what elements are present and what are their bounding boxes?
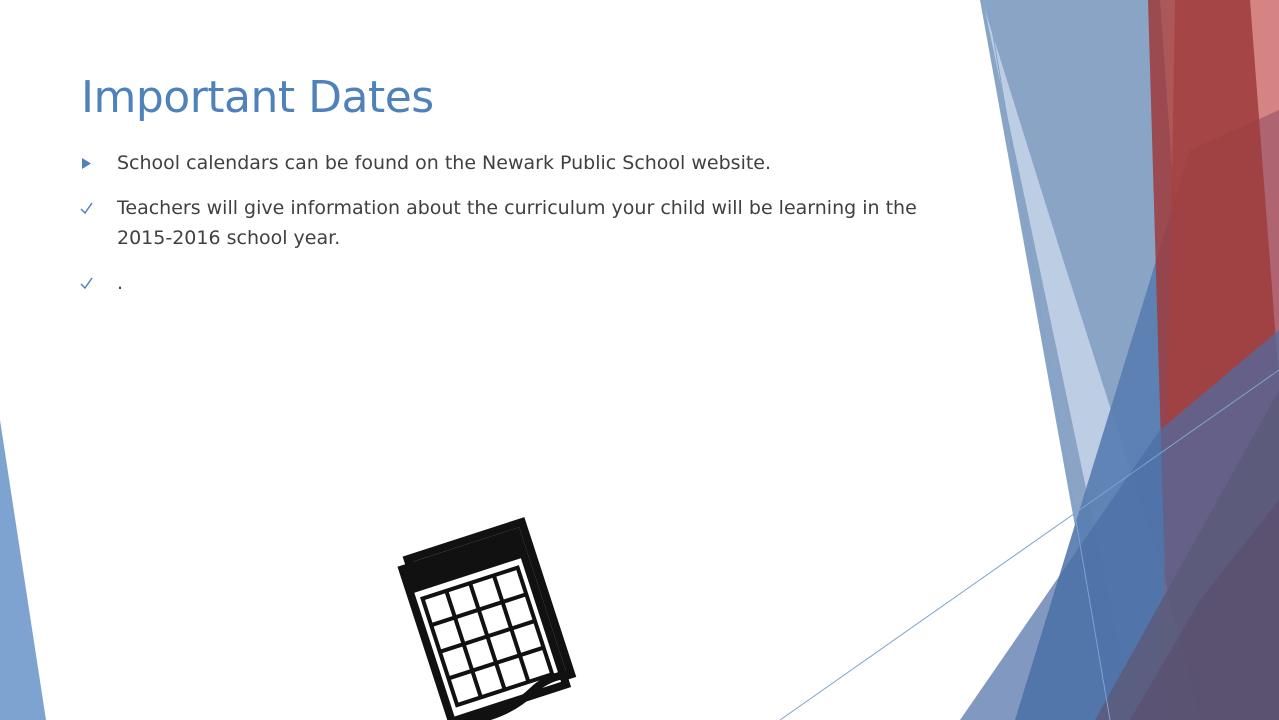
checkmark-icon	[80, 193, 98, 223]
arrow-right-icon	[80, 148, 98, 178]
bullet-text: School calendars can be found on the Newark Public School website.	[117, 152, 772, 174]
bullet-text: .	[117, 272, 124, 294]
slide-title: Important Dates	[81, 72, 434, 123]
bullet-list	[80, 148, 970, 313]
checkmark-icon	[80, 268, 98, 298]
bullet-item	[80, 148, 970, 178]
calendar-icon	[390, 515, 590, 720]
bullet-item	[80, 193, 970, 253]
bullet-item	[80, 268, 970, 298]
bullet-text: Teachers will give information about the curriculum your child will be learning in the 2015-2016 school year.	[117, 197, 917, 249]
